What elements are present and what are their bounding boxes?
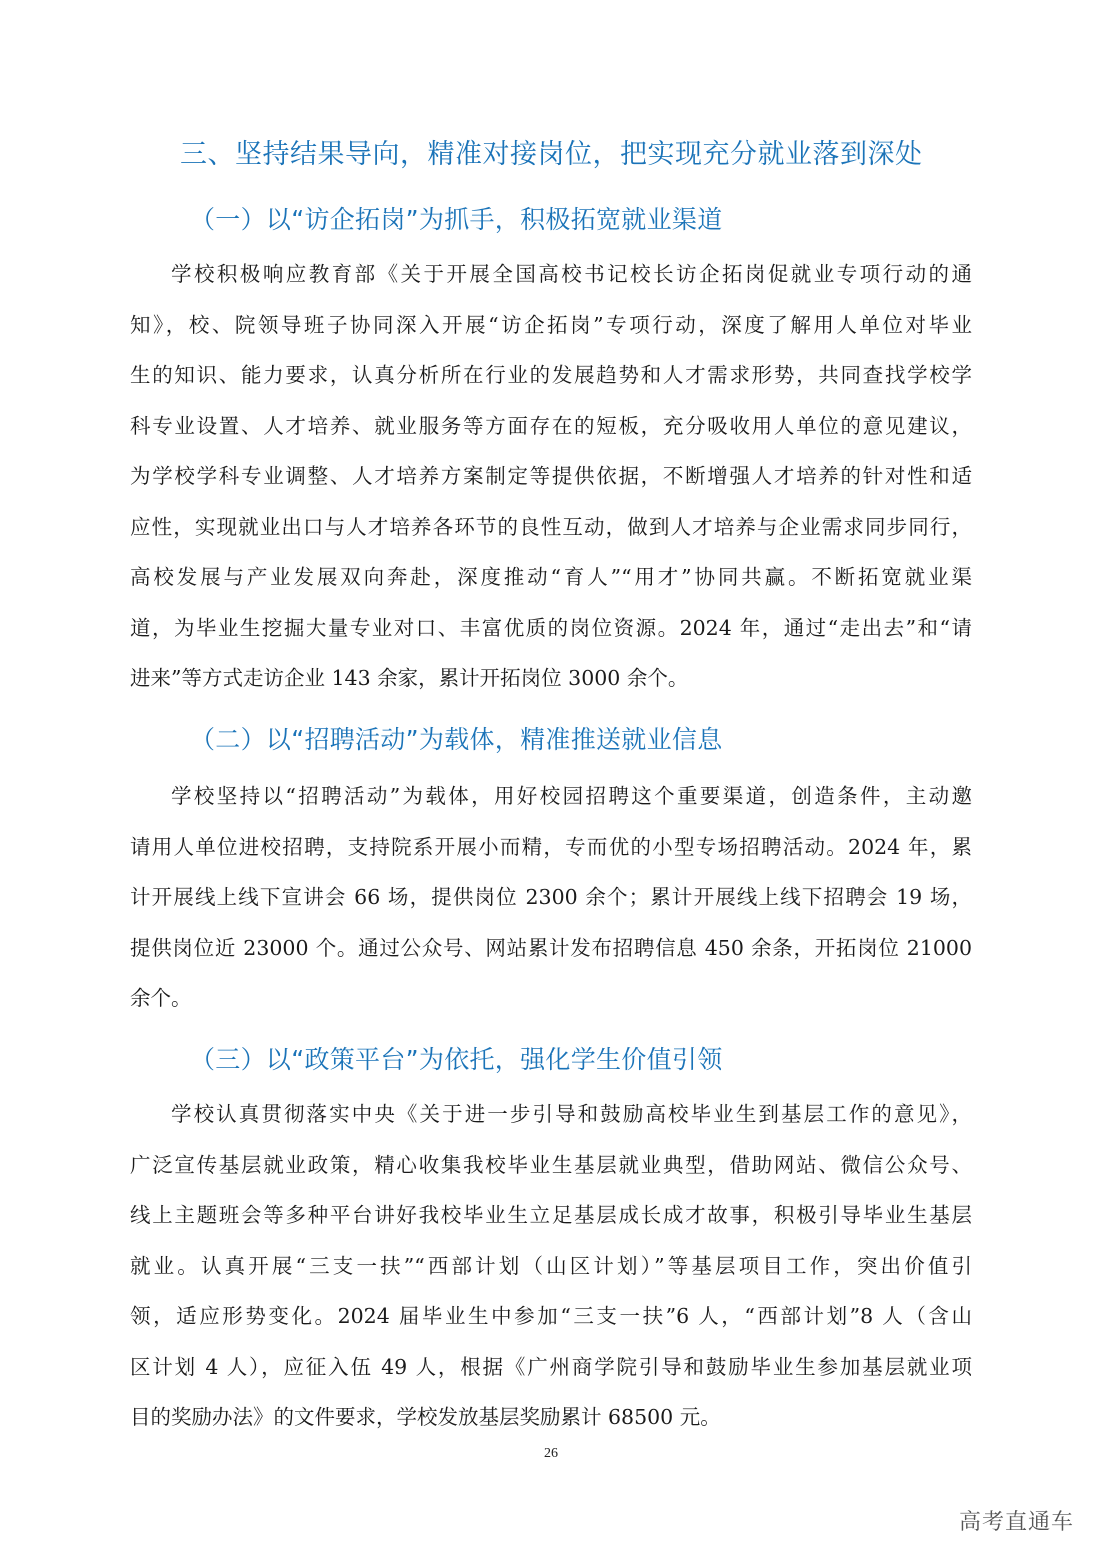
paragraph-line: 为学校学科专业调整、人才培养方案制定等提供依据，不断增强人才培养的针对性和适: [130, 464, 972, 488]
paragraph-line: 区计划 4 人），应征入伍 49 人，根据《广州商学院引导和鼓励毕业生参加基层就业项: [130, 1354, 972, 1379]
paragraph-line: 科专业设置、人才培养、就业服务等方面存在的短板，充分吸收用人单位的意见建议，: [130, 413, 972, 438]
section-2-paragraph: [130, 771, 972, 1024]
section-heading-1: （一）以“访企拓岗”为抓手，积极拓宽就业渠道: [190, 205, 723, 234]
paragraph-line: 余个。: [130, 986, 192, 1010]
watermark-logo-text: 高考直通车: [958, 1510, 1074, 1535]
paragraph-line: 学校认真贯彻落实中央《关于进一步引导和鼓励高校毕业生到基层工作的意见》，: [171, 1102, 972, 1126]
paragraph-line: 进来”等方式走访企业 143 余家，累计开拓岗位 3000 余个。: [130, 666, 689, 690]
paragraph-line: 就业。认真开展“三支一扶”“西部计划（山区计划）”等基层项目工作，突出价值引: [130, 1253, 972, 1278]
paragraph-line: 广泛宣传基层就业政策，精心收集我校毕业生基层就业典型，借助网站、微信公众号、: [130, 1152, 972, 1177]
paragraph-line: 学校积极响应教育部《关于开展全国高校书记校长访企拓岗促就业专项行动的通: [171, 262, 972, 286]
paragraph-line: 计开展线上线下宣讲会 66 场，提供岗位 2300 余个；累计开展线上线下招聘会 19 场，: [130, 885, 972, 909]
paragraph-line: 道，为毕业生挖掘大量专业对口、丰富优质的岗位资源。2024 年，通过“走出去”和“请: [130, 615, 972, 640]
section-1-paragraph: [130, 249, 972, 704]
section-heading-2: （二）以“招聘活动”为载体，精准推送就业信息: [190, 725, 723, 754]
paragraph-line: 目的奖励办法》的文件要求，学校发放基层奖励累计 68500 元。: [130, 1405, 721, 1429]
paragraph-line: 请用人单位进校招聘，支持院系开展小而精，专而优的小型专场招聘活动。2024 年，累: [130, 834, 972, 859]
paragraph-line: 高校发展与产业发展双向奔赴，深度推动“育人”“用才”协同共赢。不断拓宽就业渠: [130, 565, 972, 589]
paragraph-line: 领，适应形势变化。2024 届毕业生中参加“三支一扶”6 人，“西部计划”8 人（含山: [130, 1304, 972, 1328]
page-number: 26: [544, 1446, 558, 1461]
paragraph-line: 学校坚持以“招聘活动”为载体，用好校园招聘这个重要渠道，创造条件，主动邀: [171, 784, 972, 808]
paragraph-line: 应性，实现就业出口与人才培养各环节的良性互动，做到人才培养与企业需求同步同行，: [130, 514, 972, 539]
paragraph-line: 知》，校、院领导班子协同深入开展“访企拓岗”专项行动，深度了解用人单位对毕业: [130, 312, 972, 337]
paragraph-line: 提供岗位近 23000 个。通过公众号、网站累计发布招聘信息 450 余条，开拓岗位 21000: [130, 935, 972, 960]
paragraph-line: 生的知识、能力要求，认真分析所在行业的发展趋势和人才需求形势，共同查找学校学: [130, 363, 972, 387]
paragraph-line: 线上主题班会等多种平台讲好我校毕业生立足基层成长成才故事，积极引导毕业生基层: [130, 1203, 972, 1227]
main-heading: 三、坚持结果导向，精准对接岗位，把实现充分就业落到深处: [180, 139, 923, 170]
section-heading-3: （三）以“政策平台”为依托，强化学生价值引领: [190, 1045, 723, 1074]
section-3-paragraph: [130, 1089, 972, 1443]
